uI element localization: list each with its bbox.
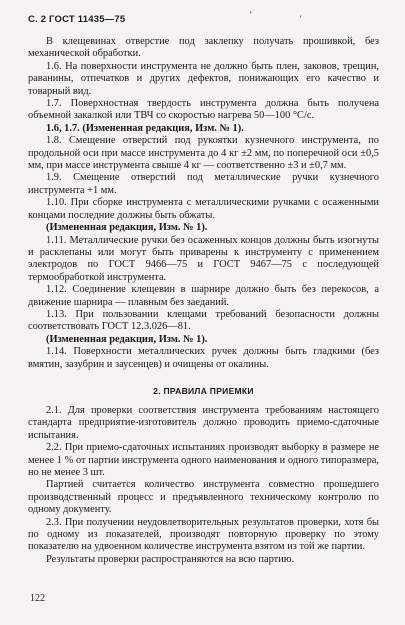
section-heading: 2. ПРАВИЛА ПРИЕМКИ [153, 385, 254, 396]
stray-mark: ' [300, 14, 302, 23]
body-text-section-1 [28, 36, 379, 371]
amendment-note: (Измененная редакция, Изм. № 1). [46, 222, 208, 234]
paragraph: 1.6, 1.7. (Измененная редакция, Изм. № 1). [46, 122, 244, 134]
paragraph: 2.1. Для проверки соответствия инструмента требованиям настоящего стандарта предприятие-изготовитель должно проводить приемо-сдаточные испытания. [28, 404, 379, 441]
paragraph: 1.9. Смещение отверстий под металлические ручки кузнечного инструмента +1 мм. [28, 172, 379, 196]
paragraph: Партией считается количество инструмента совместно прошедшего производственный процесс и предъявленного техническому контролю по одному документу. [28, 479, 379, 516]
page-header: С. 2 ГОСТ 11435—75 [28, 14, 126, 25]
paragraph: 1.12. Соединение клещевин в шарнире должно быть без перекосов, а движение шарнира — плавным без заеданий. [28, 284, 379, 308]
paragraph: 2.2. При приемо-сдаточных испытаниях производят выборку в размере не менее 1 % от партии инструмента одного наименования и одного типоразмера, но не менее 3 шт. [28, 442, 379, 478]
paragraph: 2.3. При получении неудовлетворительных результатов проверки, хотя бы по одному из показателей, производят повторную проверку по этому показателю на удвоенном количестве инструмента взятом из той же партии. [28, 516, 379, 553]
paragraph: 1.8. Смещение отверстий под рукоятки кузнечного инструмента, по продольной оси при массе инструмента до 4 кг ±2 мм, по поперечной оси ±0,5 мм, при массе инструмента свыше 4 кг — соответственно ±3 и ±0,7 мм. [28, 135, 379, 172]
paragraph: В клещевинах отверстие под заклепку получать прошивкой, без механической обработки. [28, 36, 379, 60]
paragraph: 1.10. При сборке инструмента с металлическими ручками с осаженными концами последние должны быть обжаты. [28, 197, 379, 221]
stray-mark: ' [250, 10, 252, 20]
paragraph: 1.14. Поверхности металлических ручек должны быть гладкими (без вмятин, зазубрин и заусенцев) и очищены от окалины. [28, 346, 379, 370]
paragraph: 1.6. На поверхности инструмента не должно быть плен, заковов, трещин, раванины, отпечатков и других дефектов, понижающих его качество и товарный вид. [28, 60, 379, 97]
body-text-section-2 [28, 405, 379, 566]
page-number: 122 [30, 593, 45, 604]
paragraph: Результаты проверки распространяются на всю партию. [46, 553, 295, 565]
paragraph: 1.13. При пользовании клещами требований безопасности должны соответствовать ГОСТ 12.3.026—81. [28, 308, 379, 333]
paragraph: 1.11. Металлические ручки без осаженных концов должны быть изогнуты и расклепаны или могут быть приварены к инструменту с применением электродов по ГОСТ 9466—75 и ГОСТ 9467—75 с последующей термообработкой инструмента. [28, 234, 379, 283]
paragraph: 1.7. Поверхностная твердость инструмента должна быть получена объемной закалкой или ТВЧ со скоростью нагрева 50—100 °С/с. [28, 98, 379, 122]
amendment-note: (Измененная редакция, Изм. № 1). [46, 333, 208, 345]
